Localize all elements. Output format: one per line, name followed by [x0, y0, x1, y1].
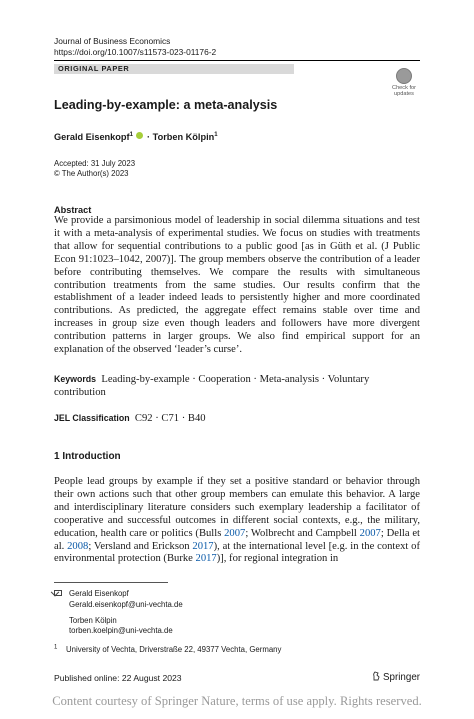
header-rule — [54, 60, 420, 61]
citation-link[interactable]: 2017 — [195, 553, 217, 565]
intro-text: ; Versland and Erickson — [88, 540, 193, 552]
journal-name: Journal of Business Economics — [54, 36, 171, 46]
author-name[interactable]: Torben Kölpin — [152, 132, 215, 142]
accepted-date: Accepted: 31 July 2023 — [54, 159, 136, 168]
affiliation — [54, 645, 281, 655]
journal-header — [54, 36, 216, 58]
corresponding-authors — [54, 589, 183, 637]
intro-text: ; Della et al. — [54, 527, 420, 552]
author-name[interactable]: Gerald Eisenkopf — [54, 132, 130, 142]
affiliation-text: University of Vechta, Driverstraße 22, 49377 Vechta, Germany — [66, 645, 282, 654]
author-list — [54, 131, 218, 143]
intro-paragraph — [54, 476, 420, 566]
contact-name: Gerald Eisenkopf — [69, 589, 129, 598]
author-separator: · — [144, 132, 153, 142]
springer-horse-icon — [372, 671, 380, 681]
keywords-text: Leading-by-example · Cooperation · Meta-analysis · Voluntary contribution — [54, 374, 370, 398]
citation-link[interactable]: 2007 — [359, 527, 381, 539]
contact-email[interactable]: Gerald.eisenkopf@uni-vechta.de — [69, 599, 183, 609]
keywords-label: Keywords — [54, 374, 97, 384]
section-heading: 1 Introduction — [54, 451, 121, 462]
article-title: Leading-by-example: a meta-analysis — [54, 98, 278, 112]
citation-link[interactable]: 2017 — [192, 540, 214, 552]
publisher-name: Springer — [383, 672, 421, 683]
doi-link[interactable]: https://doi.org/10.1007/s11573-023-01176-2 — [54, 47, 217, 57]
jel-codes: C92 · C71 · B40 — [134, 413, 206, 424]
affiliation-marker: 1 — [214, 131, 218, 138]
envelope-icon — [54, 590, 62, 596]
abstract-body: We provide a parsimonious model of leadership in social dilemma situations and test it with a meta-analysis of experimental studies. We focus on studies with treatments that allow for sequential contributions to a public good [as in Güth et al. (J Public Econ 91:1023–1042, 2007)]. The group members observe the contribution of a leader before contributing themselves. We compare the results with simultaneous contribution treatments from the same studies. Our results confirm that the establishment of a leader indeed leads to persistently higher and more coordinated contributions. As predicted, the aggregate effect remains stable over time and increases in group size even though leaders and followers have more divergent contribution patterns in larger groups. We also find empirical support for an explanation of the observed ‘leader’s curse’. — [54, 215, 420, 356]
keywords — [54, 373, 420, 400]
intro-text: ; Wolbrecht and Campbell — [245, 527, 360, 539]
courtesy-notice: Content courtesy of Springer Nature, terms of use apply. Rights reserved. — [52, 694, 422, 708]
check-updates-icon — [396, 68, 412, 84]
footnote-rule — [54, 582, 168, 583]
orcid-icon[interactable] — [136, 132, 143, 139]
contact-email[interactable]: torben.koelpin@uni-vechta.de — [69, 626, 173, 636]
citation-link[interactable]: 2008 — [67, 540, 89, 552]
citation-link[interactable]: 2007 — [224, 527, 246, 539]
jel-classification — [54, 412, 206, 426]
article-dates — [54, 159, 135, 179]
affiliation-number: 1 — [54, 644, 58, 651]
badge-line1: Check for — [392, 85, 416, 91]
intro-text: ), at the international level [e.g. in the context of environmental protection (Burke — [54, 540, 420, 565]
intro-text: )], for regional integration in — [216, 553, 339, 565]
contact-name: Torben Kölpin — [69, 615, 117, 625]
check-for-updates-badge[interactable] — [387, 68, 421, 100]
section-label: ORIGINAL PAPER — [58, 64, 130, 73]
copyright-line: © The Author(s) 2023 — [54, 169, 129, 178]
publisher-logo — [372, 671, 420, 684]
affiliation-marker: 1 — [129, 131, 133, 138]
badge-line2: updates — [394, 91, 414, 97]
intro-text: People lead groups by example if they set a positive standard or behavior through their own actions such that other group members can emulate this behavior. A large and interdisciplinary literature considers such exemplary leadership a facilitator of cooperative and successful outcomes in different social contexts, e.g., the military, education, health care or politics (Bulls — [54, 476, 420, 539]
published-date: Published online: 22 August 2023 — [54, 673, 182, 683]
contact-block — [69, 589, 183, 637]
jel-label: JEL Classification — [54, 413, 130, 423]
abstract-heading: Abstract — [54, 205, 92, 215]
badge-text — [387, 85, 421, 97]
